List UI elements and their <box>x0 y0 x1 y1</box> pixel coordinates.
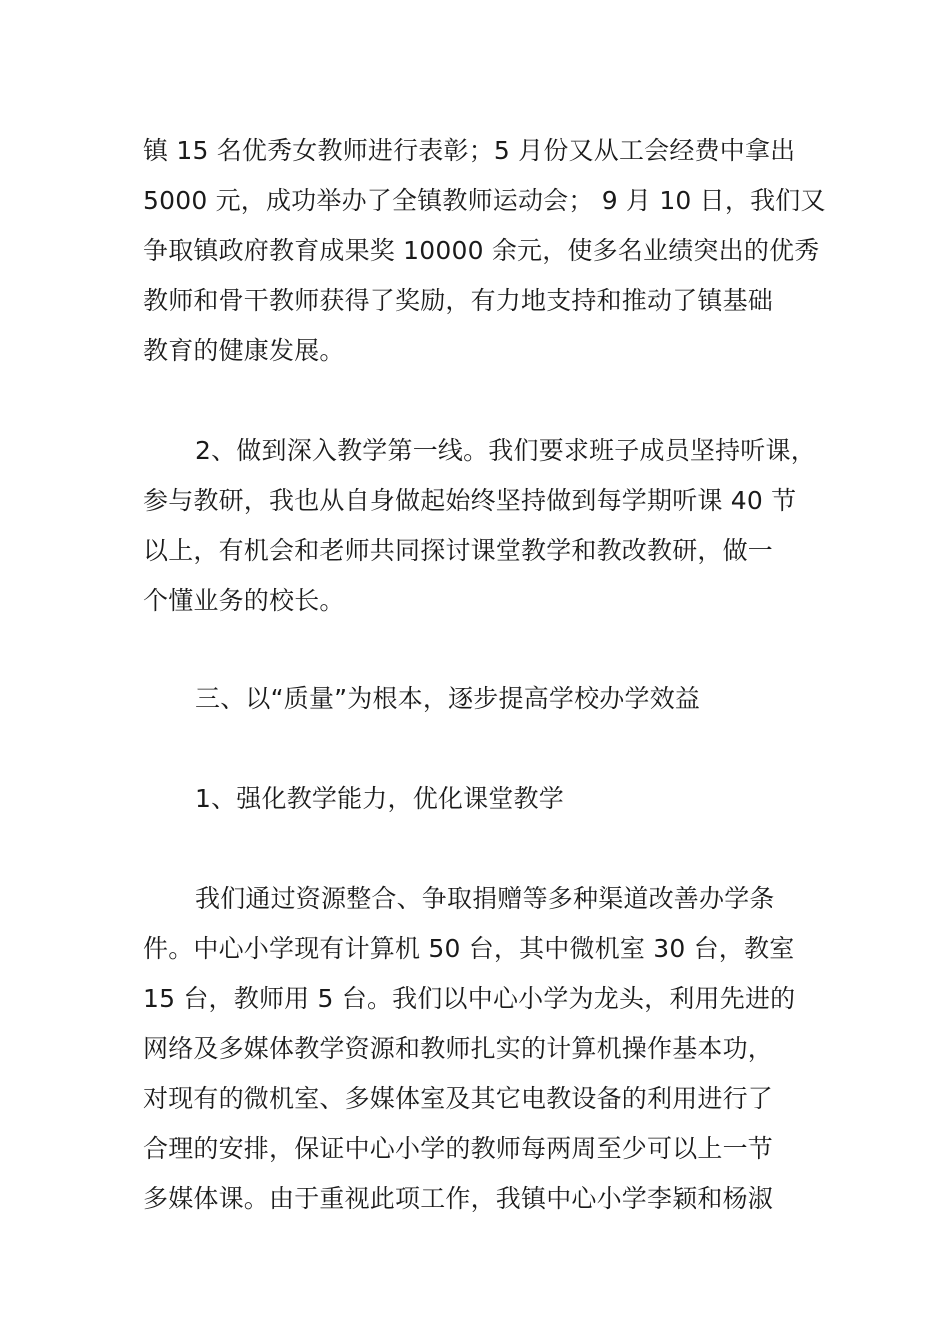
text-line: 教育的健康发展。 <box>143 336 345 365</box>
text-line: 多媒体课。由于重视此项工作，我镇中心小学李颖和杨淑 <box>143 1184 774 1213</box>
text-line: 教师和骨干教师获得了奖励，有力地支持和推动了镇基础 <box>143 286 774 315</box>
text-line: 争取镇政府教育成果奖 10000 余元，使多名业绩突出的优秀 <box>143 236 820 265</box>
text-line: 合理的安排，保证中心小学的教师每两周至少可以上一节 <box>143 1134 774 1163</box>
text-line: 2、做到深入教学第一线。我们要求班子成员坚持听课， <box>195 436 816 465</box>
subsection-heading: 1、强化教学能力，优化课堂教学 <box>195 784 564 813</box>
text-line: 网络及多媒体教学资源和教师扎实的计算机操作基本功， <box>143 1034 774 1063</box>
text-line: 我们通过资源整合、争取捐赠等多种渠道改善办学条 <box>195 884 775 913</box>
text-line: 件。中心小学现有计算机 50 台，其中微机室 30 台，教室 <box>143 934 795 963</box>
text-line: 参与教研，我也从自身做起始终坚持做到每学期听课 40 节 <box>143 486 797 515</box>
text-line: 镇 15 名优秀女教师进行表彰；5 月份又从工会经费中拿出 <box>143 136 796 165</box>
text-line: 对现有的微机室、多媒体室及其它电教设备的利用进行了 <box>143 1084 774 1113</box>
text-line: 5000 元，成功举办了全镇教师运动会； 9 月 10 日，我们又 <box>143 186 826 215</box>
text-line: 15 台，教师用 5 台。我们以中心小学为龙头，利用先进的 <box>143 984 796 1013</box>
section-heading: 三、以“质量”为根本，逐步提高学校办学效益 <box>195 684 701 713</box>
text-line: 以上，有机会和老师共同探讨课堂教学和教改教研，做一 <box>143 536 774 565</box>
text-line: 个懂业务的校长。 <box>143 586 345 615</box>
